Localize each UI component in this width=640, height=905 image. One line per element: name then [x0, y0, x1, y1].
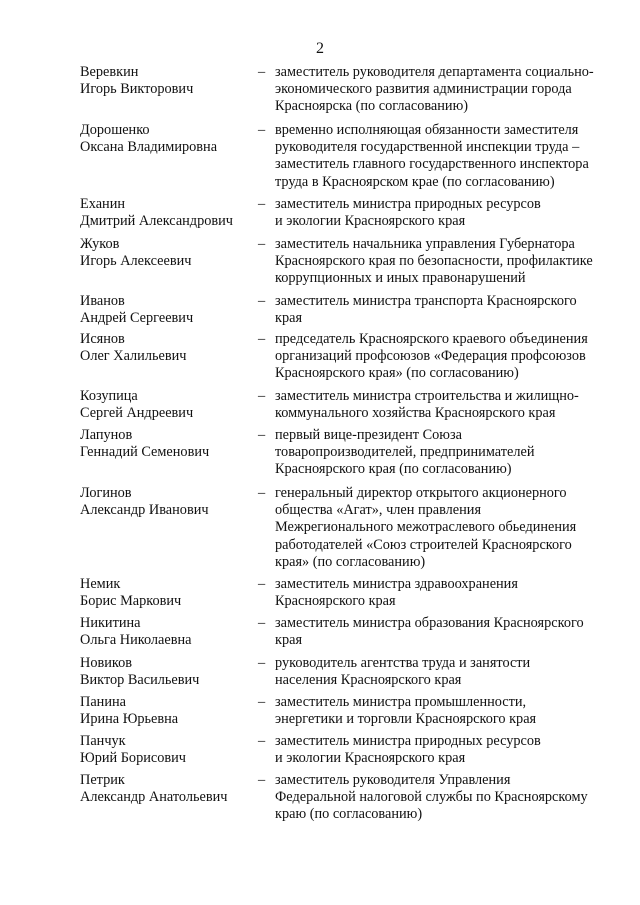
role-line: Красноярского края	[275, 593, 396, 610]
role-line: генеральный директор открытого акционерного	[275, 485, 567, 501]
role-line: и экологии Красноярского края	[275, 213, 466, 230]
role-line: Красноярска (по согласованию)	[275, 98, 469, 115]
role-line: заместитель министра образования Красноярского	[275, 615, 584, 631]
role-line: населения Красноярского края	[275, 672, 462, 689]
role-line: энергетики и торговли Красноярского края	[275, 711, 537, 728]
member-role	[275, 655, 620, 689]
role-line: руководителя государственной инспекции труда –	[275, 139, 580, 156]
member-surname: Немик	[80, 576, 121, 592]
role-line: заместитель министра природных ресурсов	[275, 196, 541, 212]
member-role	[275, 427, 620, 479]
role-line: заместитель министра природных ресурсов	[275, 733, 541, 749]
role-line: общества «Агат», член правления	[275, 502, 482, 519]
member-name	[80, 388, 255, 422]
member-given-name: Борис Маркович	[80, 593, 182, 610]
member-given-name: Оксана Владимировна	[80, 139, 218, 156]
dash: –	[258, 427, 266, 443]
member-role	[275, 331, 620, 383]
member-surname: Исянов	[80, 331, 125, 347]
role-line: руководитель агентства труда и занятости	[275, 655, 531, 671]
dash: –	[258, 733, 266, 749]
role-line: Красноярского края по безопасности, профилактике	[275, 253, 593, 270]
dash: –	[258, 615, 266, 631]
member-role	[275, 615, 620, 649]
member-given-name: Ирина Юрьевна	[80, 711, 179, 728]
role-line: края	[275, 632, 303, 649]
dash: –	[258, 388, 266, 404]
member-name	[80, 733, 255, 767]
role-line: Федеральной налоговой службы по Красноярскому	[275, 789, 588, 806]
member-role	[275, 485, 620, 571]
member-surname: Лапунов	[80, 427, 133, 443]
dash: –	[258, 196, 266, 212]
role-line: временно исполняющая обязанности заместителя	[275, 122, 579, 138]
member-name	[80, 576, 255, 610]
role-line: организаций профсоюзов «Федерация профсоюзов	[275, 348, 586, 365]
member-role	[275, 772, 620, 824]
member-surname: Еханин	[80, 196, 125, 212]
member-role	[275, 122, 620, 191]
member-surname: Новиков	[80, 655, 132, 671]
role-line: заместитель министра промышленности,	[275, 694, 527, 710]
member-surname: Веревкин	[80, 64, 139, 80]
member-name	[80, 485, 255, 519]
role-line: экономического развития администрации города	[275, 81, 572, 98]
member-surname: Панина	[80, 694, 126, 710]
role-line: края	[275, 310, 303, 327]
dash: –	[258, 576, 266, 592]
member-given-name: Виктор Васильевич	[80, 672, 200, 689]
role-line: труда в Красноярском крае (по согласованию)	[275, 173, 555, 190]
member-given-name: Александр Иванович	[80, 502, 209, 519]
member-name	[80, 196, 255, 230]
role-line: первый вице-президент Союза	[275, 427, 462, 443]
member-given-name: Геннадий Семенович	[80, 444, 210, 461]
member-role	[275, 64, 620, 116]
member-name	[80, 122, 255, 156]
dash: –	[258, 655, 266, 671]
member-given-name: Игорь Алексеевич	[80, 253, 192, 270]
member-role	[275, 196, 620, 230]
dash: –	[258, 694, 266, 710]
role-line: работодателей «Союз строителей Красноярского	[275, 536, 572, 553]
role-line: Межрегионального межотраслевого обьединения	[275, 519, 577, 536]
member-given-name: Дмитрий Александрович	[80, 213, 233, 230]
role-line: Красноярского края» (по согласованию)	[275, 365, 519, 382]
member-surname: Петрик	[80, 772, 125, 788]
member-name	[80, 236, 255, 270]
member-role	[275, 236, 620, 288]
member-given-name: Игорь Викторович	[80, 81, 194, 98]
member-surname: Козупица	[80, 388, 138, 404]
member-given-name: Юрий Борисович	[80, 750, 186, 767]
role-line: заместитель главного государственного инспектора	[275, 156, 589, 173]
member-name	[80, 655, 255, 689]
dash: –	[258, 772, 266, 788]
member-role	[275, 694, 620, 728]
role-line: председатель Красноярского краевого объединения	[275, 331, 588, 347]
dash: –	[258, 485, 266, 501]
role-line: заместитель министра здравоохранения	[275, 576, 518, 592]
member-name	[80, 615, 255, 649]
dash: –	[258, 236, 266, 252]
member-surname: Иванов	[80, 293, 125, 309]
member-given-name: Александр Анатольевич	[80, 789, 228, 806]
role-line: заместитель министра транспорта Красноярского	[275, 293, 577, 309]
member-surname: Логинов	[80, 485, 132, 501]
role-line: Красноярского края (по согласованию)	[275, 461, 512, 478]
dash: –	[258, 331, 266, 347]
member-name	[80, 331, 255, 365]
dash: –	[258, 293, 266, 309]
member-role	[275, 733, 620, 767]
member-given-name: Сергей Андреевич	[80, 405, 194, 422]
role-line: заместитель министра строительства и жилищно-	[275, 388, 579, 404]
role-line: краю (по согласованию)	[275, 806, 423, 823]
role-line: края» (по согласованию)	[275, 553, 426, 570]
member-surname: Панчук	[80, 733, 126, 749]
member-name	[80, 293, 255, 327]
role-line: заместитель руководителя Управления	[275, 772, 511, 788]
member-surname: Никитина	[80, 615, 141, 631]
member-role	[275, 388, 620, 422]
member-given-name: Олег Халильевич	[80, 348, 187, 365]
member-name	[80, 427, 255, 461]
member-given-name: Андрей Сергеевич	[80, 310, 194, 327]
member-name	[80, 772, 255, 806]
page-number: 2	[316, 40, 324, 57]
member-role	[275, 576, 620, 610]
member-surname: Жуков	[80, 236, 120, 252]
role-line: заместитель руководителя департамента социально-	[275, 64, 594, 80]
role-line: и экологии Красноярского края	[275, 750, 466, 767]
member-name	[80, 64, 255, 98]
role-line: товаропроизводителей, предпринимателей	[275, 444, 535, 461]
member-name	[80, 694, 255, 728]
dash: –	[258, 122, 266, 138]
role-line: заместитель начальника управления Губернатора	[275, 236, 575, 252]
dash: –	[258, 64, 266, 80]
member-role	[275, 293, 620, 327]
member-given-name: Ольга Николаевна	[80, 632, 192, 649]
role-line: коммунального хозяйства Красноярского края	[275, 405, 556, 422]
member-surname: Дорошенко	[80, 122, 150, 138]
role-line: коррупционных и иных правонарушений	[275, 270, 526, 287]
